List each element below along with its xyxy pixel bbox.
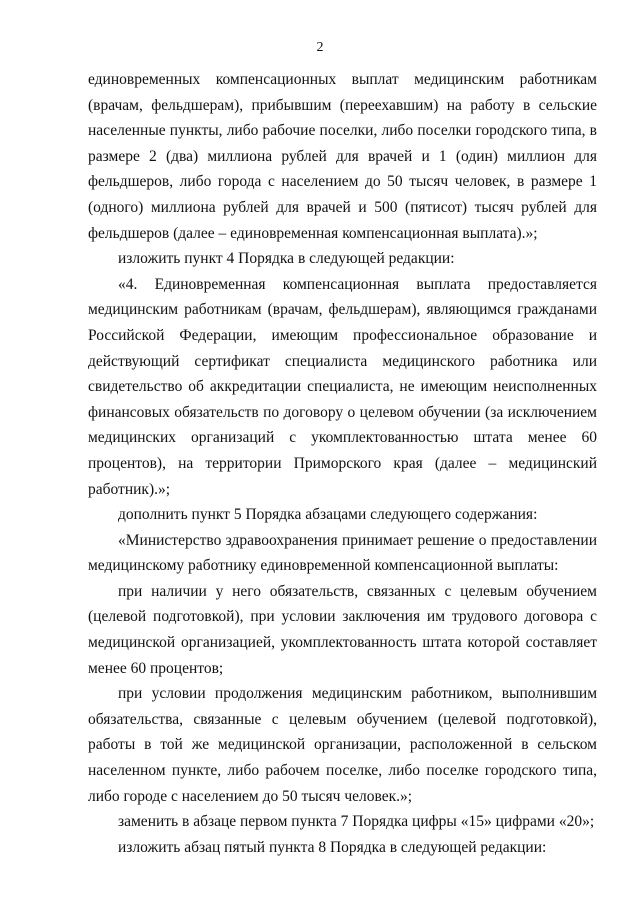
paragraph-condition-continuation: при условии продолжения медицинским работником, выполнившим обязательства, связанные с целевым обучением (целевой подготовкой), работы в той же медицинской организации, расположенной в сельском населенном пункте, либо рабочем поселке, либо поселке городского типа, либо городе с населением до 50 тысяч человек.»; <box>88 685 597 805</box>
paragraph-point-4-text: «4. Единовременная компенсационная выплата предоставляется медицинским работникам (врачам, фельдшерам), являющимся гражданами Российской Федерации, имеющим профессиональное образование и действующий сертификат специалиста медицинского работника или свидетельство об аккредитации специалиста, не имеющим неисполненных финансовых обязательств по договору о целевом обучении (за исключением медицинских организаций с укомплектованностью штата менее 60 процентов), на территории Приморского края (далее – медицинский работник).»; <box>88 275 597 498</box>
paragraph-amend-point-8: изложить абзац пятый пункта 8 Порядка в следующей редакции: <box>118 838 547 856</box>
paragraph-amend-point-5: дополнить пункт 5 Порядка абзацами следующего содержания: <box>118 506 538 524</box>
paragraph-ministry-decision: «Министерство здравоохранения принимает решение о предоставлении медицинскому работнику единовременной компенсационной выплаты: <box>88 531 597 575</box>
paragraph-amend-point-4: изложить пункт 4 Порядка в следующей редакции: <box>118 250 455 268</box>
document-body <box>88 67 597 860</box>
page-number: 2 <box>316 40 324 55</box>
paragraph-condition-obligations: при наличии у него обязательств, связанных с целевым обучением (целевой подготовкой), при условии заключения им трудового договора с медицинской организацией, укомплектованность штата которой составляет менее 60 процентов; <box>88 582 597 677</box>
paragraph-continuation: единовременных компенсационных выплат медицинским работникам (врачам, фельдшерам), прибывшим (переехавшим) на работу в сельские населенные пункты, либо рабочие поселки, либо поселки городского типа, в размере 2 (два) миллиона рублей для врачей и 1 (один) миллион для фельдшеров, либо города с населением до 50 тысяч человек, в размере 1 (одного) миллиона рублей для врачей и 500 (пятисот) тысяч рублей для фельдшеров (далее – единовременная компенсационная выплата).»; <box>88 71 597 242</box>
paragraph-replace-point-7: заменить в абзаце первом пункта 7 Порядка цифры «15» цифрами «20»; <box>118 813 595 831</box>
